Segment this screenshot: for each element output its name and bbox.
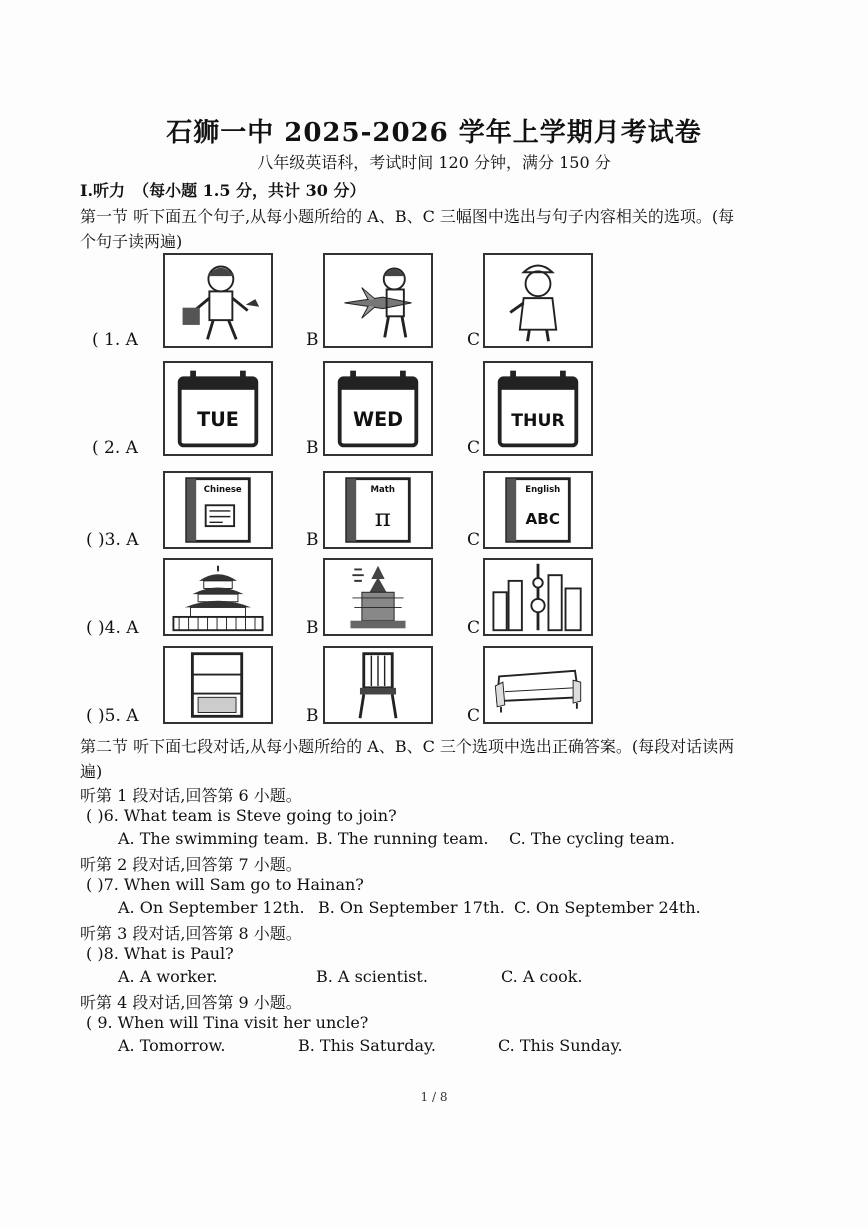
q2-label-c: C — [467, 438, 481, 458]
q3-c-abc-symbol: ABC — [525, 510, 560, 529]
q4-image-c-city-skyline[interactable] — [483, 558, 593, 636]
q8-question: ( )8. What is Paul? — [86, 944, 234, 963]
q3-label-c: C — [467, 530, 481, 550]
q5-label: ( )5. A — [86, 706, 139, 726]
q4-label-c: C — [467, 618, 481, 638]
q3-label: ( )3. A — [86, 530, 139, 550]
q3-a-text: Chinese — [203, 484, 242, 495]
q6-option-c[interactable]: C. The cycling team. — [509, 829, 675, 848]
q5-label-b: B — [306, 706, 319, 726]
q3-c-text: English — [525, 484, 561, 495]
page-number: 1 / 8 — [420, 1090, 448, 1104]
section1-instruction-1: 第一节 听下面五个句子,从每小题所给的 A、B、C 三幅图中选出与句子内容相关的选项。(每 — [80, 207, 735, 226]
section1-instruction-2: 个句子读两遍) — [80, 232, 183, 251]
q6-question: ( )6. What team is Steve going to join? — [86, 806, 397, 825]
q5-image-c-sofa[interactable] — [483, 646, 593, 724]
q7-option-b[interactable]: B. On September 17th. — [318, 898, 505, 917]
q9-option-c[interactable]: C. This Sunday. — [498, 1036, 623, 1055]
dialogue-2-intro: 听第 2 段对话,回答第 7 小题。 — [80, 855, 302, 874]
q7-option-c[interactable]: C. On September 24th. — [514, 898, 701, 917]
q9-option-a[interactable]: A. Tomorrow. — [118, 1036, 226, 1055]
section2-instruction-1: 第二节 听下面七段对话,从每小题所给的 A、B、C 三个选项中选出正确答案。(每段对话读两 — [80, 737, 735, 756]
q1-image-a-worker[interactable] — [163, 253, 273, 348]
q3-image-c-english-book[interactable] — [483, 471, 593, 549]
section2-instruction-2: 遍) — [80, 762, 103, 781]
exam-title: 石狮一中 2025-2026 学年上学期月考试卷 — [166, 118, 702, 148]
q8-option-a[interactable]: A. A worker. — [118, 967, 218, 986]
q9-option-b[interactable]: B. This Saturday. — [298, 1036, 436, 1055]
part-heading — [80, 178, 365, 201]
q6-option-a[interactable]: A. The swimming team. — [118, 829, 310, 848]
q1-label-b: B — [306, 330, 319, 350]
q4-label: ( )4. A — [86, 618, 139, 638]
q7-option-a[interactable]: A. On September 12th. — [118, 898, 305, 917]
q2-image-c-calendar[interactable] — [483, 361, 593, 456]
q8-option-b[interactable]: B. A scientist. — [316, 967, 428, 986]
q1-image-b-pilot[interactable] — [323, 253, 433, 348]
q9-question: ( 9. When will Tina visit her uncle? — [86, 1013, 369, 1032]
q6-option-b[interactable]: B. The running team. — [316, 829, 489, 848]
q3-b-text: Math — [370, 484, 395, 495]
q2-image-a-calendar[interactable] — [163, 361, 273, 456]
dialogue-3-intro: 听第 3 段对话,回答第 8 小题。 — [80, 924, 302, 943]
part-heading-note: （每小题 1.5 分，共计 30 分） — [133, 181, 366, 200]
q3-b-pi-symbol: π — [374, 503, 391, 533]
q2-c-text: THUR — [511, 411, 565, 432]
q7-question: ( )7. When will Sam go to Hainan? — [86, 875, 364, 894]
q1-label-c: C — [467, 330, 481, 350]
q1-image-c-doctor[interactable] — [483, 253, 593, 348]
q3-image-b-math-book[interactable] — [323, 471, 433, 549]
q5-label-c: C — [467, 706, 481, 726]
q3-image-a-chinese-book[interactable] — [163, 471, 273, 549]
q5-image-a-cabinet[interactable] — [163, 646, 273, 724]
q2-b-text: WED — [352, 408, 404, 432]
q2-image-b-calendar[interactable] — [323, 361, 433, 456]
q1-label: ( 1. A — [92, 330, 138, 350]
dialogue-4-intro: 听第 4 段对话,回答第 9 小题。 — [80, 993, 302, 1012]
q2-label: ( 2. A — [92, 438, 138, 458]
q2-a-text: TUE — [197, 408, 239, 432]
q2-label-b: B — [306, 438, 319, 458]
q3-label-b: B — [306, 530, 319, 550]
q5-image-b-chair[interactable] — [323, 646, 433, 724]
q4-image-b-pagoda-scene[interactable] — [323, 558, 433, 636]
exam-subtitle: 八年级英语科，考试时间 120 分钟，满分 150 分 — [257, 153, 611, 172]
q4-image-a-temple-of-heaven[interactable] — [163, 558, 273, 636]
part-heading-label: I.听力 — [80, 181, 126, 200]
dialogue-1-intro: 听第 1 段对话,回答第 6 小题。 — [80, 786, 302, 805]
q8-option-c[interactable]: C. A cook. — [501, 967, 583, 986]
q4-label-b: B — [306, 618, 319, 638]
